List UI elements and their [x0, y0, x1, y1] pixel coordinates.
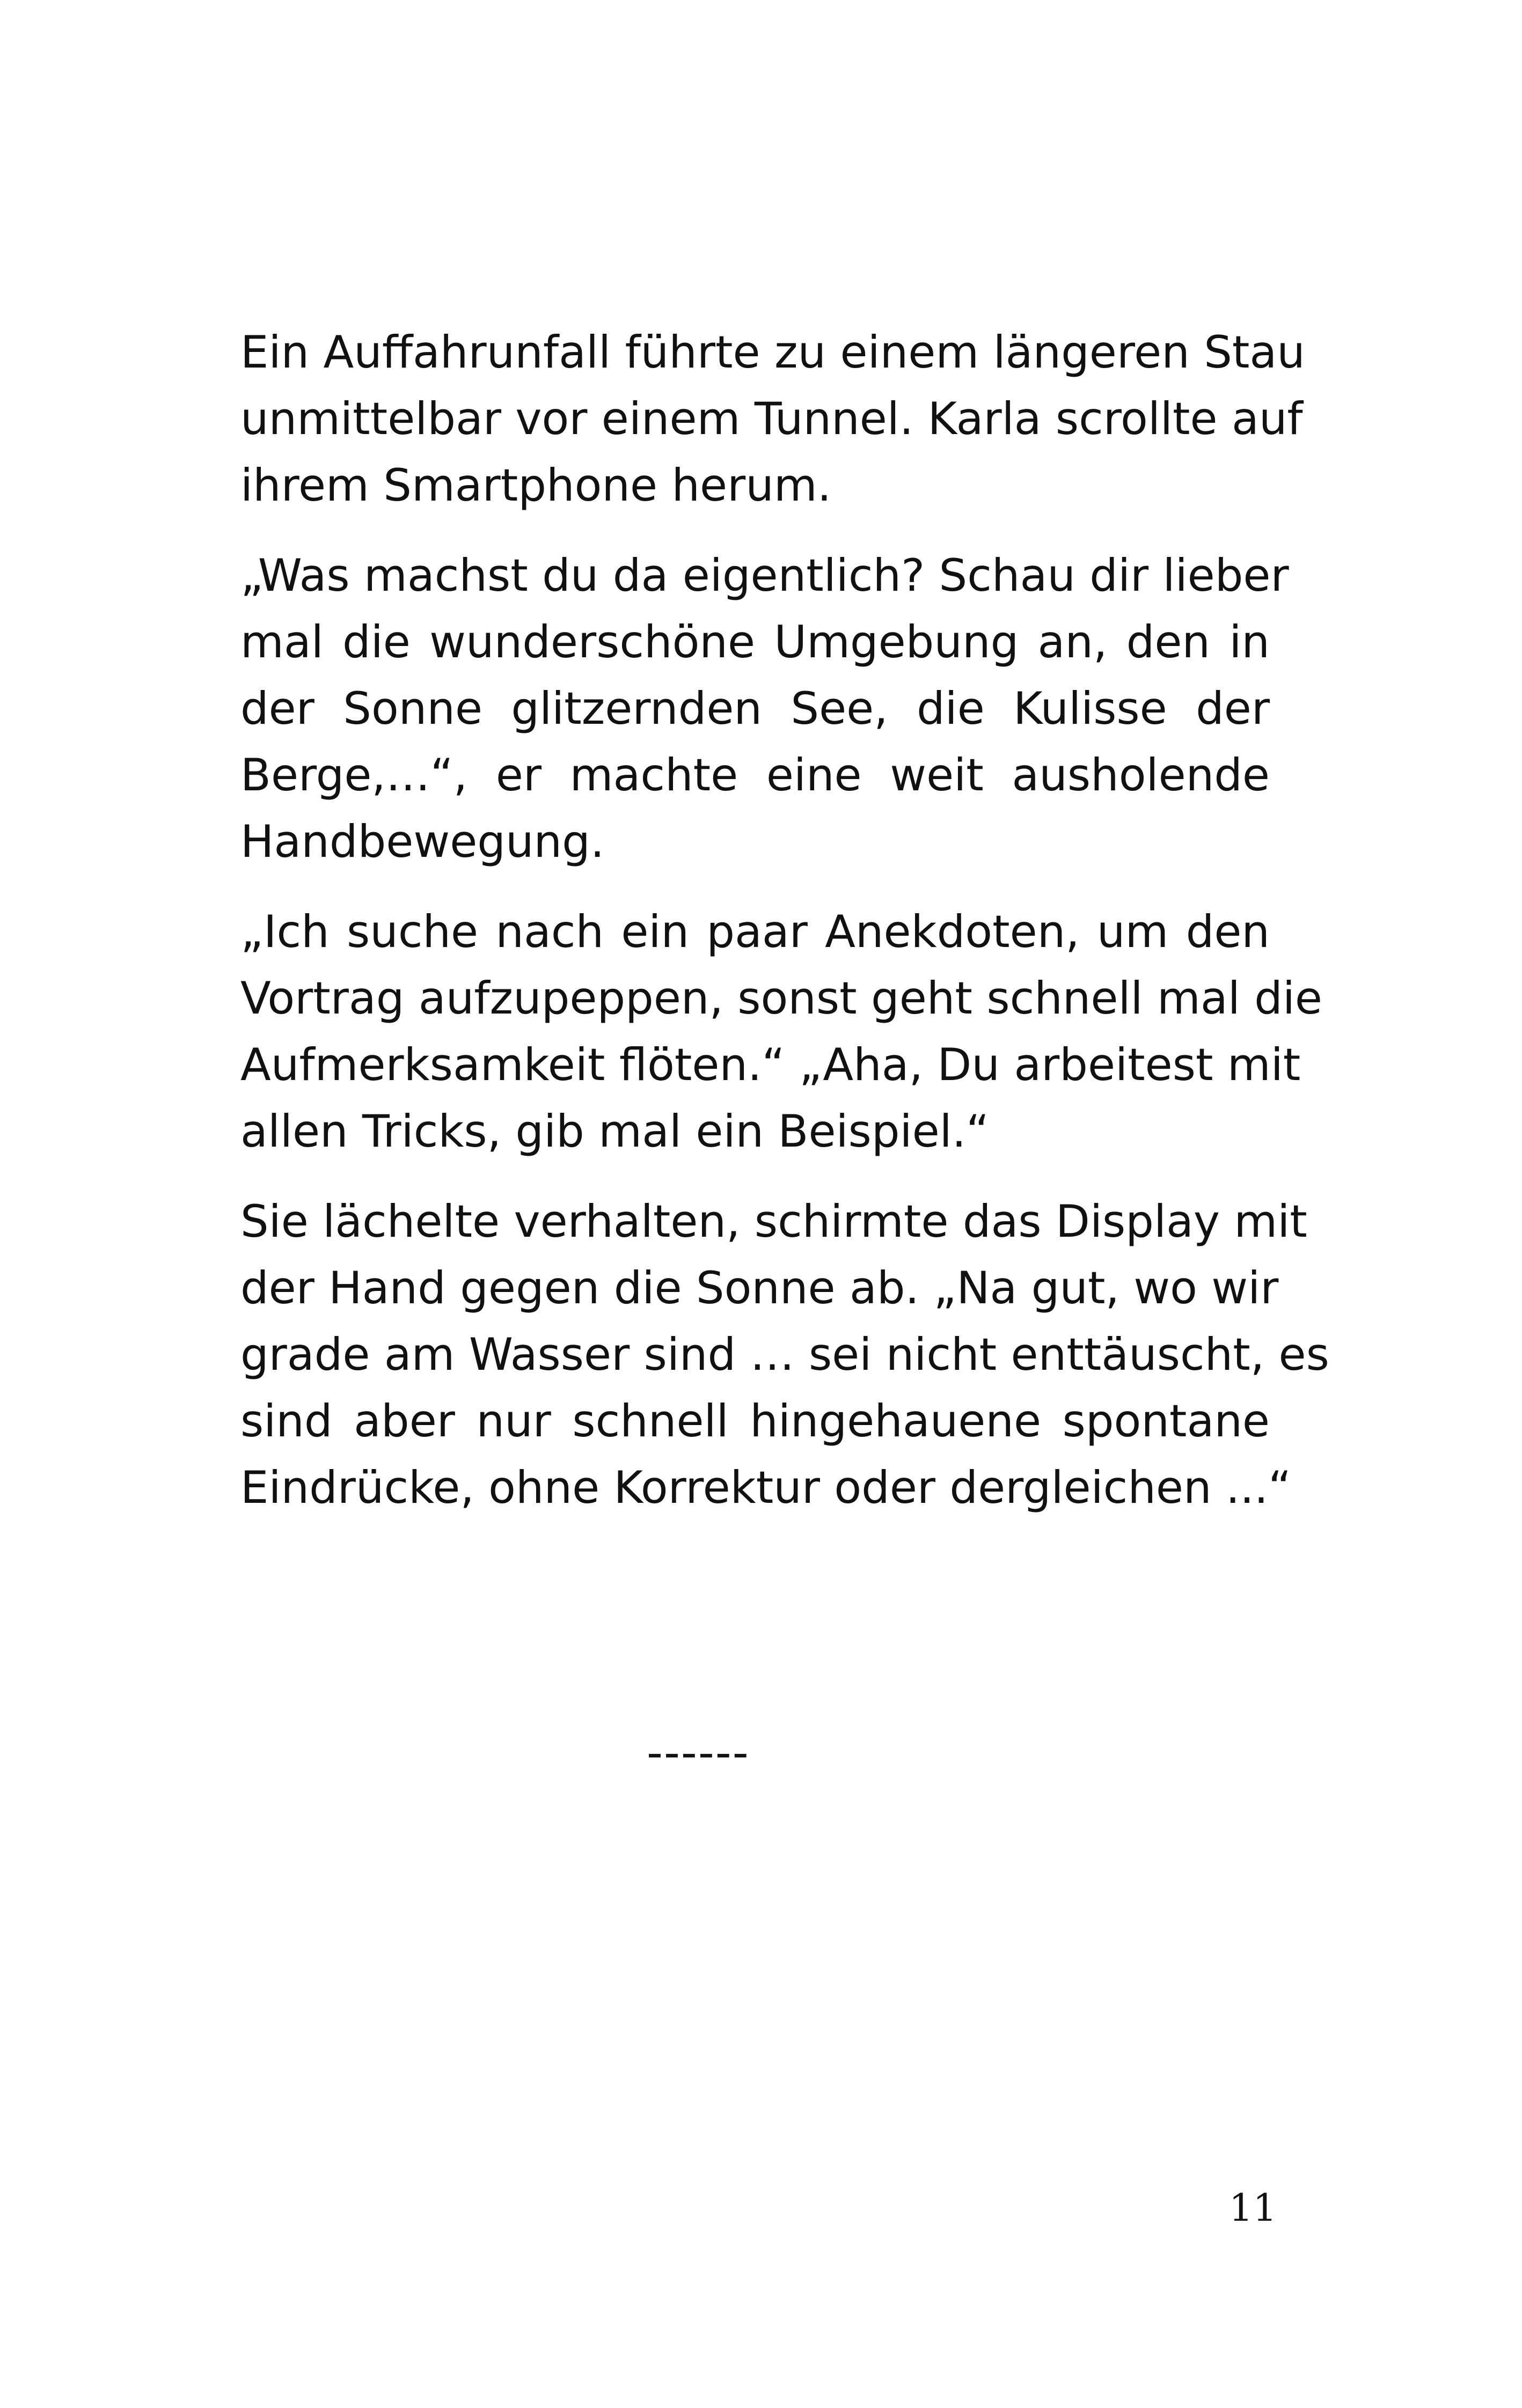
text-line: allen Tricks, gib mal ein Beispiel.“	[240, 1105, 990, 1157]
text-line: ihrem Smartphone herum.	[240, 459, 832, 511]
paragraph-2	[240, 542, 1289, 875]
body-text	[240, 319, 1329, 1545]
text-line: der Sonne glitzernden See, die Kulisse der	[240, 682, 1270, 735]
text-line: Eindrücke, ohne Korrektur oder dergleichen ...“	[240, 1462, 1292, 1514]
paragraph-1	[240, 319, 1305, 519]
page-number: 11	[1229, 2186, 1277, 2230]
text-line: der Hand gegen die Sonne ab. „Na gut, wo wir	[240, 1262, 1279, 1314]
text-line: sind aber nur schnell hingehauene spontane	[240, 1395, 1270, 1447]
text-line: Vortrag aufzupeppen, sonst geht schnell mal die	[240, 972, 1322, 1024]
text-line: Ein Auffahrunfall führte zu einem längeren Stau	[240, 326, 1305, 378]
text-line: Sie lächelte verhalten, schirmte das Display mit	[240, 1195, 1307, 1247]
text-line: mal die wunderschöne Umgebung an, den in	[240, 616, 1270, 668]
text-line: grade am Wasser sind … sei nicht enttäuscht, es	[240, 1328, 1329, 1381]
text-line: Handbewegung.	[240, 816, 605, 868]
text-line: unmittelbar vor einem Tunnel. Karla scrollte auf	[240, 393, 1303, 445]
section-separator: ------	[647, 1727, 750, 1779]
paragraph-4	[240, 1188, 1329, 1521]
text-line: „Ich suche nach ein paar Anekdoten, um den	[240, 906, 1270, 958]
text-line: Aufmerksamkeit flöten.“ „Aha, Du arbeitest mit	[240, 1039, 1301, 1091]
text-line: Berge,…“, er machte eine weit ausholende	[240, 749, 1270, 801]
paragraph-3	[240, 899, 1322, 1165]
text-line: „Was machst du da eigentlich? Schau dir lieber	[240, 549, 1289, 601]
